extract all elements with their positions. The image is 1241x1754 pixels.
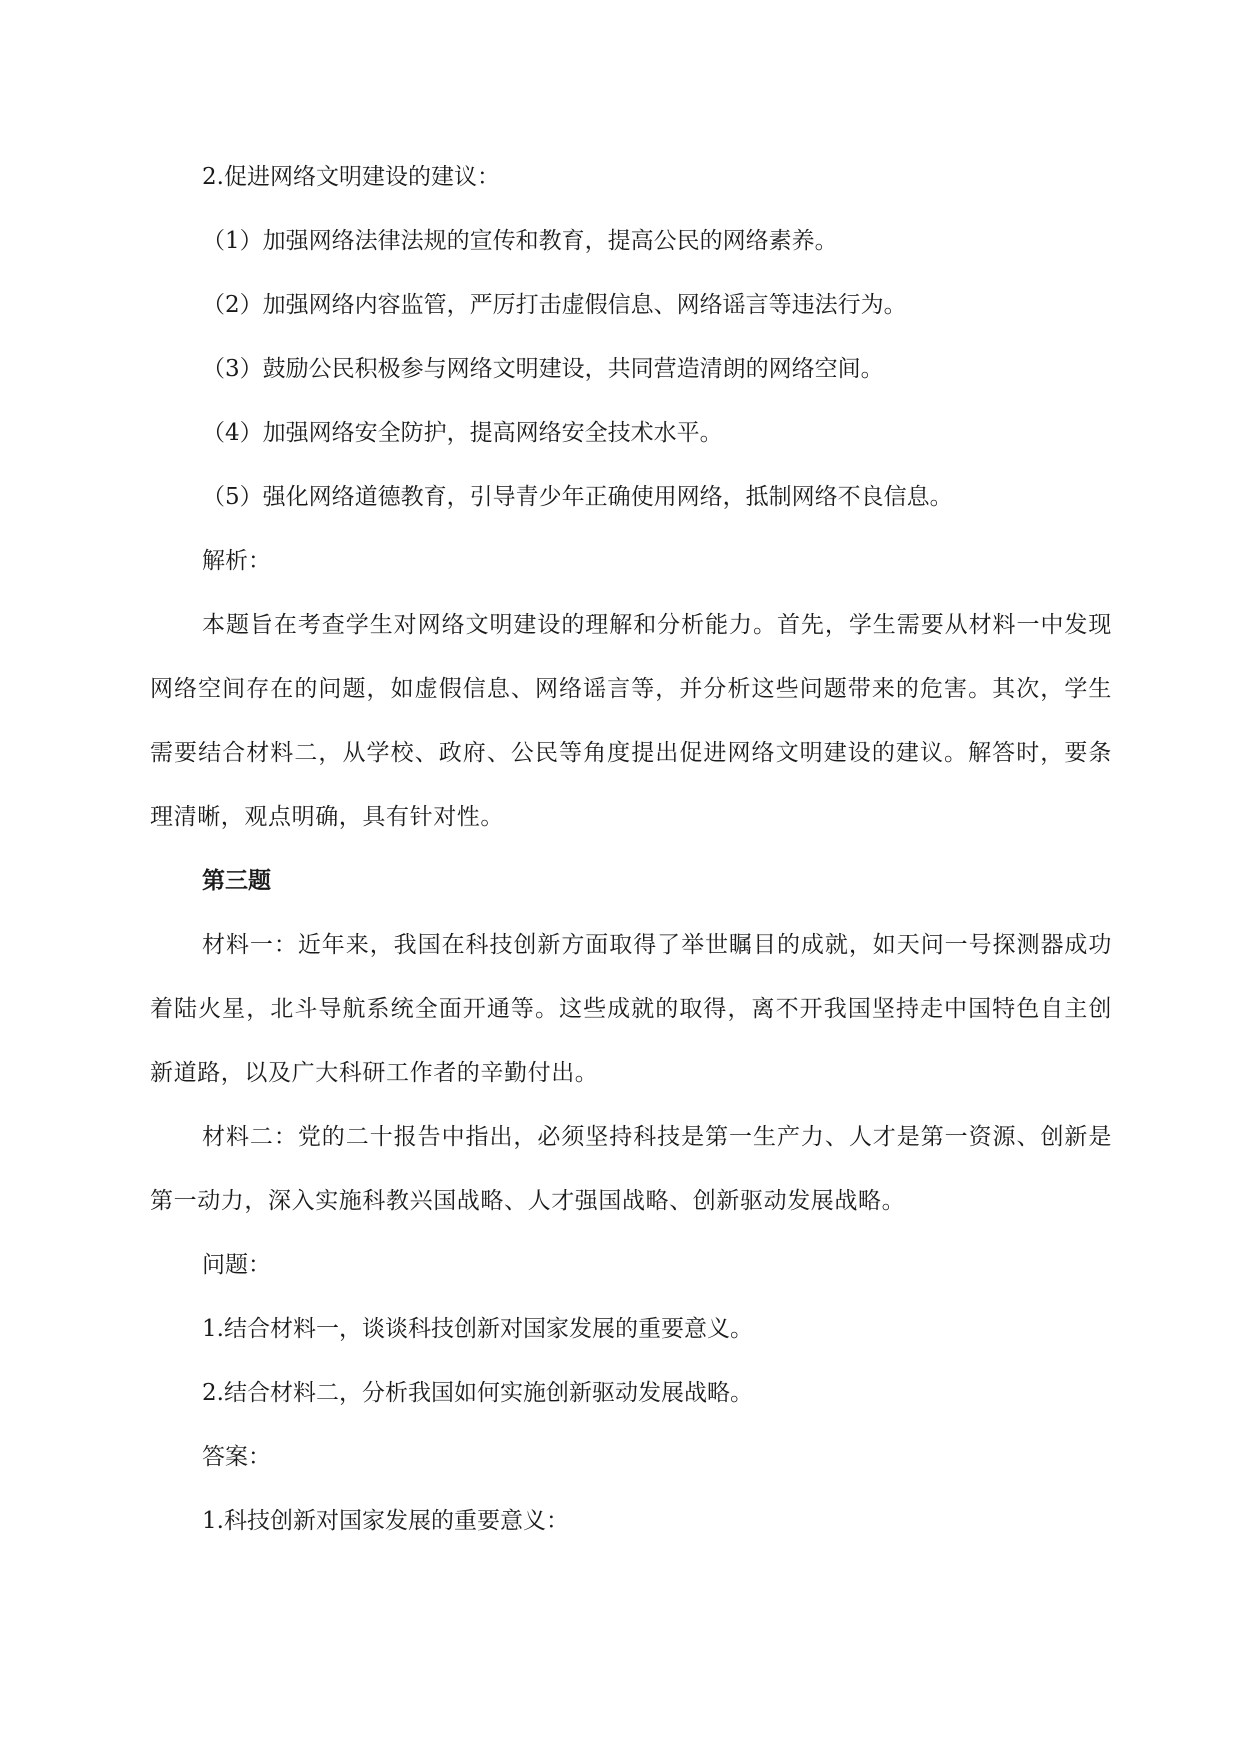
suggestion-item-5: （5）强化网络道德教育，引导青少年正确使用网络，抵制网络不良信息。 [202, 484, 953, 510]
material-one: 材料一：近年来，我国在科技创新方面取得了举世瞩目的成就，如天问一号探测器成功着陆火星，北斗导航系统全面开通等。这些成就的取得，离不开我国坚持走中国特色自主创新道路，以及广大科研工作者的辛勤付出。 [150, 932, 1112, 1086]
answer-label: 答案： [202, 1444, 271, 1470]
material-two: 材料二：党的二十报告中指出，必须坚持科技是第一生产力、人才是第一资源、创新是第一动力，深入实施科教兴国战略、人才强国战略、创新驱动发展战略。 [150, 1124, 1112, 1214]
suggestions-title: 2.促进网络文明建设的建议： [202, 164, 500, 190]
question-2: 2.结合材料二，分析我国如何实施创新驱动发展战略。 [202, 1380, 753, 1406]
suggestion-item-3: （3）鼓励公民积极参与网络文明建设，共同营造清朗的网络空间。 [202, 356, 884, 382]
section-heading: 第三题 [202, 868, 271, 894]
analysis-text: 本题旨在考查学生对网络文明建设的理解和分析能力。首先，学生需要从材料一中发现网络空间存在的问题，如虚假信息、网络谣言等，并分析这些问题带来的危害。其次，学生需要结合材料二，从学校、政府、公民等角度提出促进网络文明建设的建议。解答时，要条理清晰，观点明确，具有针对性。 [150, 612, 1112, 830]
suggestion-item-4: （4）加强网络安全防护，提高网络安全技术水平。 [202, 420, 723, 446]
question-1: 1.结合材料一，谈谈科技创新对国家发展的重要意义。 [202, 1316, 753, 1342]
suggestion-item-1: （1）加强网络法律法规的宣传和教育，提高公民的网络素养。 [202, 228, 838, 254]
answer-first-point: 1.科技创新对国家发展的重要意义： [202, 1508, 569, 1534]
document-body [150, 145, 1112, 1553]
analysis-label: 解析： [202, 548, 271, 574]
question-label: 问题： [202, 1252, 271, 1278]
suggestion-item-2: （2）加强网络内容监管，严厉打击虚假信息、网络谣言等违法行为。 [202, 292, 907, 318]
